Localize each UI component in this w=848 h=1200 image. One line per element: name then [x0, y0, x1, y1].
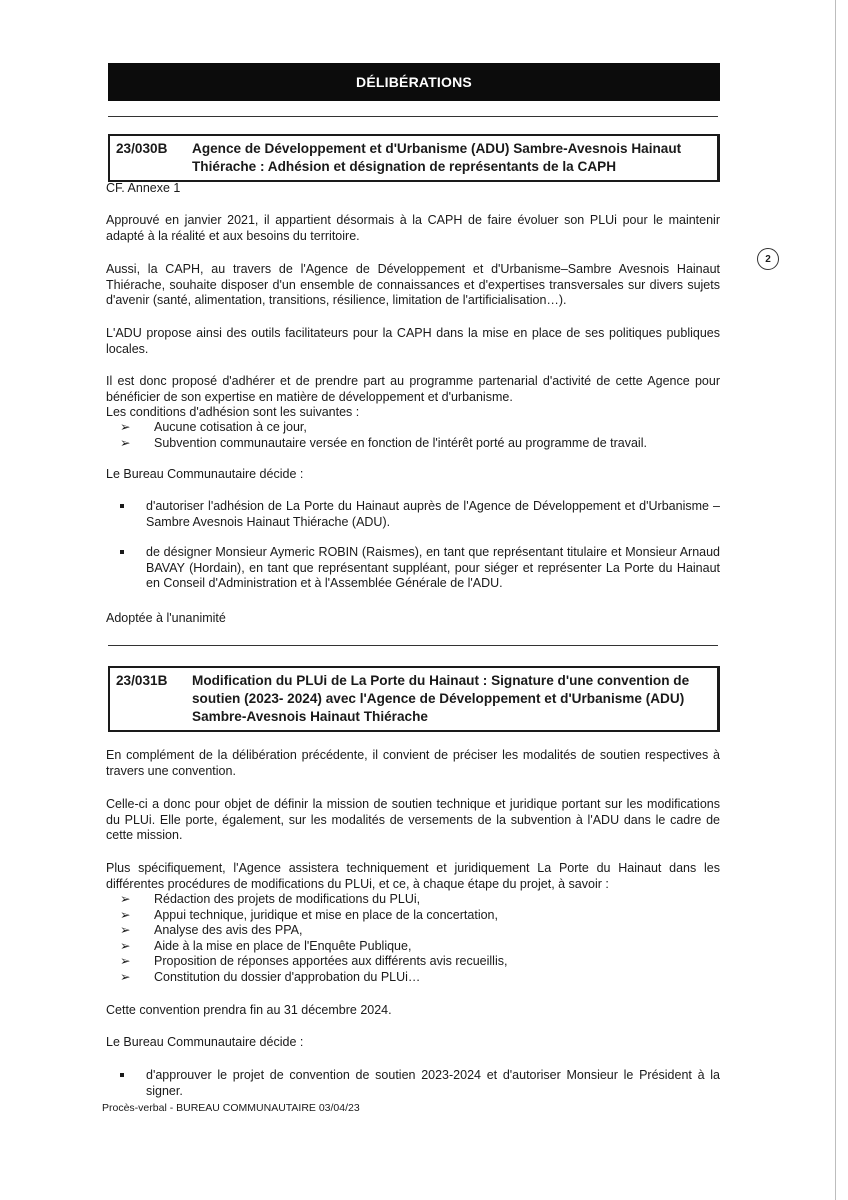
paragraph: Plus spécifiquement, l'Agence assistera techniquement et juridiquement La Porte du Hainaut dans les différentes procédures de modifications du PLUi, et ce, à chaque étape du projet, à savoir :	[106, 861, 720, 891]
annex-reference: CF. Annexe 1	[106, 181, 181, 195]
square-bullet-icon	[120, 504, 124, 508]
page-number-stamp: 2	[757, 248, 779, 270]
square-bullet-icon	[120, 1073, 124, 1077]
paragraph: Il est donc proposé d'adhérer et de prendre part au programme partenarial d'activité de cette Agence pour bénéficier de son expertise en matière de développement et d'urbanisme.	[106, 374, 720, 404]
divider	[108, 645, 718, 646]
section-header-bar	[108, 63, 720, 101]
arrow-bullet-icon: ➢	[120, 954, 131, 968]
deliberation-number: 23/030B	[116, 141, 168, 156]
square-bullet-icon	[120, 550, 124, 554]
paragraph: Aussi, la CAPH, au travers de l'Agence de Développement et d'Urbanisme–Sambre Avesnois Hainaut Thiérache, souhaite disposer d'un ensemble de connaissances et d'expertises transversales sur divers sujets d'avenir (santé, alimentation, transitions, résilience, limitation de l'artificialisation…).	[106, 262, 720, 307]
page-edge-line	[835, 0, 836, 1200]
arrow-bullet-icon: ➢	[120, 420, 131, 434]
list-item: ➢ Aide à la mise en place de l'Enquête Publique,	[120, 938, 412, 953]
list-item: ➢ Appui technique, juridique et mise en place de la concertation,	[120, 907, 498, 922]
end-note: Cette convention prendra fin au 31 décembre 2024.	[106, 1003, 392, 1017]
list-item: ➢ Proposition de réponses apportées aux différents avis recueillis,	[120, 954, 508, 968]
deliberation-title-box	[108, 666, 720, 732]
arrow-bullet-icon: ➢	[120, 892, 131, 906]
decision-intro: Le Bureau Communautaire décide :	[106, 467, 304, 481]
steps-list	[110, 892, 507, 985]
arrow-bullet-icon: ➢	[120, 938, 131, 953]
deliberation-number: 23/031B	[116, 673, 168, 688]
decision-item: de désigner Monsieur Aymeric ROBIN (Raismes), en tant que représentant titulaire et Monsieur Arnaud BAVAY (Hordain), en tant que représentant suppléant, pour siéger et représenter La Porte du Hainaut en Conseil d'Administration et à l'Assemblée Générale de l'ADU.	[112, 545, 720, 592]
conditions-intro: Les conditions d'adhésion sont les suivantes :	[106, 405, 360, 419]
divider	[108, 116, 718, 117]
paragraph: Approuvé en janvier 2021, il appartient désormais à la CAPH de faire évoluer son PLUi pour le maintenir adapté à la réalité et aux besoins du territoire.	[106, 213, 720, 243]
deliberation-title-box	[108, 134, 720, 182]
arrow-bullet-icon: ➢	[120, 907, 131, 922]
list-item: ➢ Aucune cotisation à ce jour,	[120, 420, 307, 434]
list-item: ➢ Analyse des avis des PPA,	[120, 923, 303, 937]
list-item: ➢ Rédaction des projets de modifications du PLUi,	[120, 892, 421, 906]
header-title: DÉLIBÉRATIONS	[356, 74, 472, 90]
paragraph: L'ADU propose ainsi des outils facilitateurs pour la CAPH dans la mise en place de ses politiques publiques locales.	[106, 326, 720, 356]
footer-text: Procès-verbal - BUREAU COMMUNAUTAIRE 03/04/23	[102, 1102, 360, 1114]
paragraph: En complément de la délibération précédente, il convient de préciser les modalités de soutien respectives à travers une convention.	[106, 748, 720, 778]
conditions-list	[110, 420, 647, 451]
arrow-bullet-icon: ➢	[120, 435, 131, 450]
arrow-bullet-icon: ➢	[120, 969, 131, 984]
deliberation-title: Agence de Développement et d'Urbanisme (ADU) Sambre-Avesnois Hainaut Thiérache : Adhésion et désignation de représentants de la CAPH	[192, 141, 682, 174]
paragraph: Celle-ci a donc pour objet de définir la mission de soutien technique et juridique portant sur les modifications du PLUi. Elle porte, également, sur les modalités de versements de la subvention à l'ADU dans le cadre de cette mission.	[106, 797, 720, 842]
deliberation-title: Modification du PLUi de La Porte du Hainaut : Signature d'une convention de soutien (2023- 2024) avec l'Agence de Développement et d'Urbanisme (ADU) Sambre-Avesnois Hainaut Thiérache	[192, 673, 690, 724]
arrow-bullet-icon: ➢	[120, 923, 131, 937]
decision-item: d'autoriser l'adhésion de La Porte du Hainaut auprès de l'Agence de Développement et d'Urbanisme – Sambre Avesnois Hainaut Thiérache (ADU).	[112, 499, 720, 530]
vote-result: Adoptée à l'unanimité	[106, 611, 226, 625]
decision-intro: Le Bureau Communautaire décide :	[106, 1035, 304, 1049]
list-item: ➢ Subvention communautaire versée en fonction de l'intérêt porté au programme de travail.	[120, 435, 647, 450]
decision-item: d'approuver le projet de convention de soutien 2023-2024 et d'autoriser Monsieur le Président à la signer.	[112, 1068, 720, 1099]
list-item: ➢ Constitution du dossier d'approbation du PLUi…	[120, 969, 421, 984]
